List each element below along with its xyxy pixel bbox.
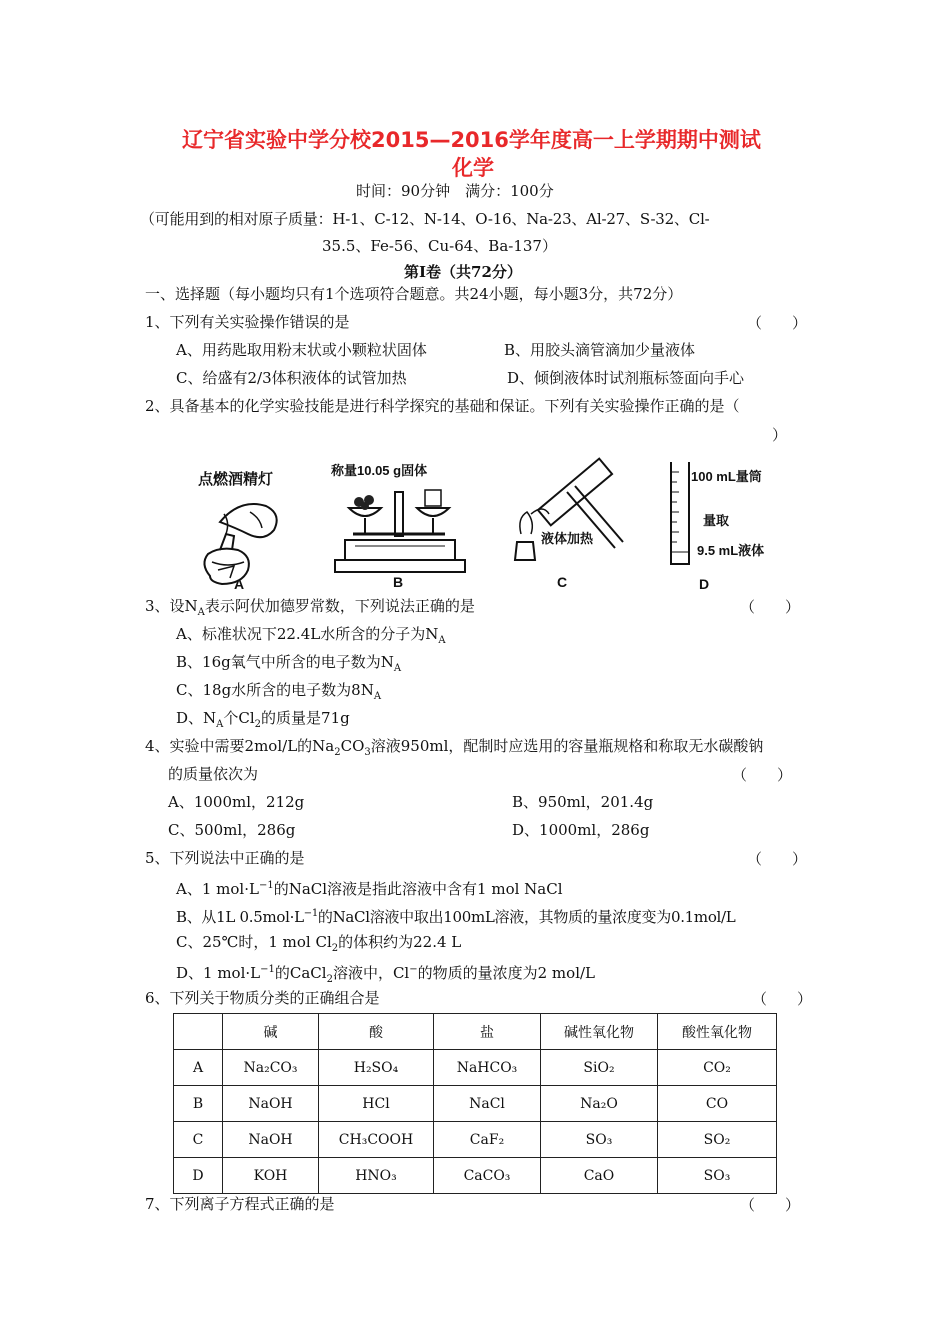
q5-answer-paren: （ ） [747,850,808,868]
q3-option-d: D、$N_A$个$Cl_2$的质量是71g [176,709,350,730]
q1-option-c: C、给盛有2/3体积液体的试管加热 [176,369,407,387]
table-cell: NaOH [223,1086,319,1122]
q3-option-b: B、16g氧气中所含的电子数为$N_A$ [176,653,402,674]
alcohol-lamp-illustration [190,484,300,594]
q2-stem: 2、具备基本的化学实验技能是进行科学探究的基础和保证。下列有关实验操作正确的是（ [145,397,740,415]
q1-option-b: B、用胶头滴管滴加少量液体 [504,341,696,359]
table-cell: NaOH [223,1122,319,1158]
table-header-cell: 酸性氧化物 [658,1014,777,1050]
q3-answer-paren: （ ） [740,598,801,616]
q4-stem-line2: 的质量依次为 [168,765,259,783]
q4-option-d: D、1000ml，286g [512,821,650,839]
q7-answer-paren: （ ） [740,1196,801,1214]
table-header-cell: 酸 [319,1014,434,1050]
q5-stem: 5、下列说法中正确的是 [145,849,305,867]
q3-option-c: C、18g水所含的电子数为$8N_A$ [176,681,382,702]
figure-d-title1: 100 mL量筒 [691,469,762,484]
table-cell: SO₃ [658,1158,777,1194]
table-cell: Na₂O [541,1086,658,1122]
q2-answer-paren: ） [772,426,788,444]
table-cell: Na₂CO₃ [223,1050,319,1086]
figure-a-title: 点燃酒精灯 [198,471,274,488]
time-info: 时间：90分钟 满分：100分 [356,182,554,200]
figure-d-title2: 量取 [703,513,730,528]
table-header-row [174,1014,777,1050]
table-cell: HNO₃ [319,1158,434,1194]
figure-b [325,458,475,594]
volume-heading: 第Ⅰ卷（共72分） [404,263,522,281]
table-cell: A [174,1050,223,1086]
atomic-mass-line1: （可能用到的相对原子质量：H-1、C-12、N-14、O-16、Na-23、Al-27、S-32、Cl- [140,210,710,228]
q5-option-d: D、1 $mol\cdot L^{-1}$的CaCl$_2$溶液中，Cl−的物质的量浓度为2 mol/L [176,964,596,985]
table-cell: CaCO₃ [434,1158,541,1194]
test-tube-heating-illustration [495,452,625,572]
section-heading: 一、选择题（每小题均只有1个选项符合题意。共24小题，每小题3分，共72分） [145,285,683,303]
q5-option-c: C、25℃时，1 mol $Cl_2$的体积约为22.4 L [176,933,462,954]
table-row [174,1158,777,1194]
table-cell: HCl [319,1086,434,1122]
figure-c [495,452,625,594]
q1-option-d: D、倾倒液体时试剂瓶标签面向手心 [507,369,745,387]
table-cell: C [174,1122,223,1158]
table-cell: B [174,1086,223,1122]
q4-option-a: A、1000ml，212g [168,793,305,811]
exam-title: 辽宁省实验中学分校2015—2016学年度高一上学期期中测试 [182,128,761,152]
table-header-cell: 碱性氧化物 [541,1014,658,1050]
figure-c-label: C [557,574,568,590]
table-cell: D [174,1158,223,1194]
q1-answer-paren: （ ） [747,314,808,332]
table-cell: KOH [223,1158,319,1194]
figure-b-title: 称量10.05 g固体 [331,463,428,478]
table-header-cell: 盐 [434,1014,541,1050]
table-row [174,1122,777,1158]
table-cell: H₂SO₄ [319,1050,434,1086]
q7-stem: 7、下列离子方程式正确的是 [145,1195,335,1213]
table-cell: CO₂ [658,1050,777,1086]
table-cell: CH₃COOH [319,1122,434,1158]
table-cell: NaCl [434,1086,541,1122]
table-cell: CaF₂ [434,1122,541,1158]
atomic-mass-line2: 35.5、Fe-56、Cu-64、Ba-137） [322,237,557,255]
q5-option-b: B、从1L $0.5mol\cdot L^{-1}$的NaCl溶液中取出100mL溶液，其物质的量浓度变为0.1mol/L [176,908,736,926]
table-header-cell: 碱 [223,1014,319,1050]
q4-option-b: B、950ml，201.4g [512,793,654,811]
q1-stem: 1、下列有关实验操作错误的是 [145,313,350,331]
figure-c-title: 液体加热 [541,531,594,546]
q4-stem: 4、实验中需要2mol/L的$Na_2CO_3$溶液950ml，配制时应选用的容量瓶规格和称取无水碳酸钠 [145,737,764,758]
table-cell: SO₃ [541,1122,658,1158]
subject-title: 化学 [452,156,494,180]
figure-a-label: A [234,576,245,592]
q3-option-a: A、标准状况下22.4L水所含的分子为$N_A$ [176,625,446,646]
table-cell: SiO₂ [541,1050,658,1086]
table-cell: CO [658,1086,777,1122]
q6-answer-paren: （ ） [752,990,813,1008]
table-row [174,1086,777,1122]
table-cell: SO₂ [658,1122,777,1158]
table-cell: CaO [541,1158,658,1194]
figure-b-label: B [393,574,404,590]
figure-d [665,458,775,594]
table-header-cell [174,1014,223,1050]
q5-option-a: A、1 $mol\cdot L^{-1}$的NaCl溶液是指此溶液中含有1 mol NaCl [176,880,563,898]
q3-stem: 3、设$N_A$表示阿伏加德罗常数，下列说法正确的是 [145,597,475,618]
q6-stem: 6、下列关于物质分类的正确组合是 [145,989,380,1007]
classification-table [173,1013,777,1194]
figure-a [190,462,300,594]
table-row [174,1050,777,1086]
q4-option-c: C、500ml，286g [168,821,296,839]
table-cell: NaHCO₃ [434,1050,541,1086]
figure-d-label: D [699,576,710,592]
q4-answer-paren: （ ） [732,766,793,784]
q1-option-a: A、用药匙取用粉末状或小颗粒状固体 [176,341,427,359]
figure-d-title3: 9.5 mL液体 [697,543,765,558]
